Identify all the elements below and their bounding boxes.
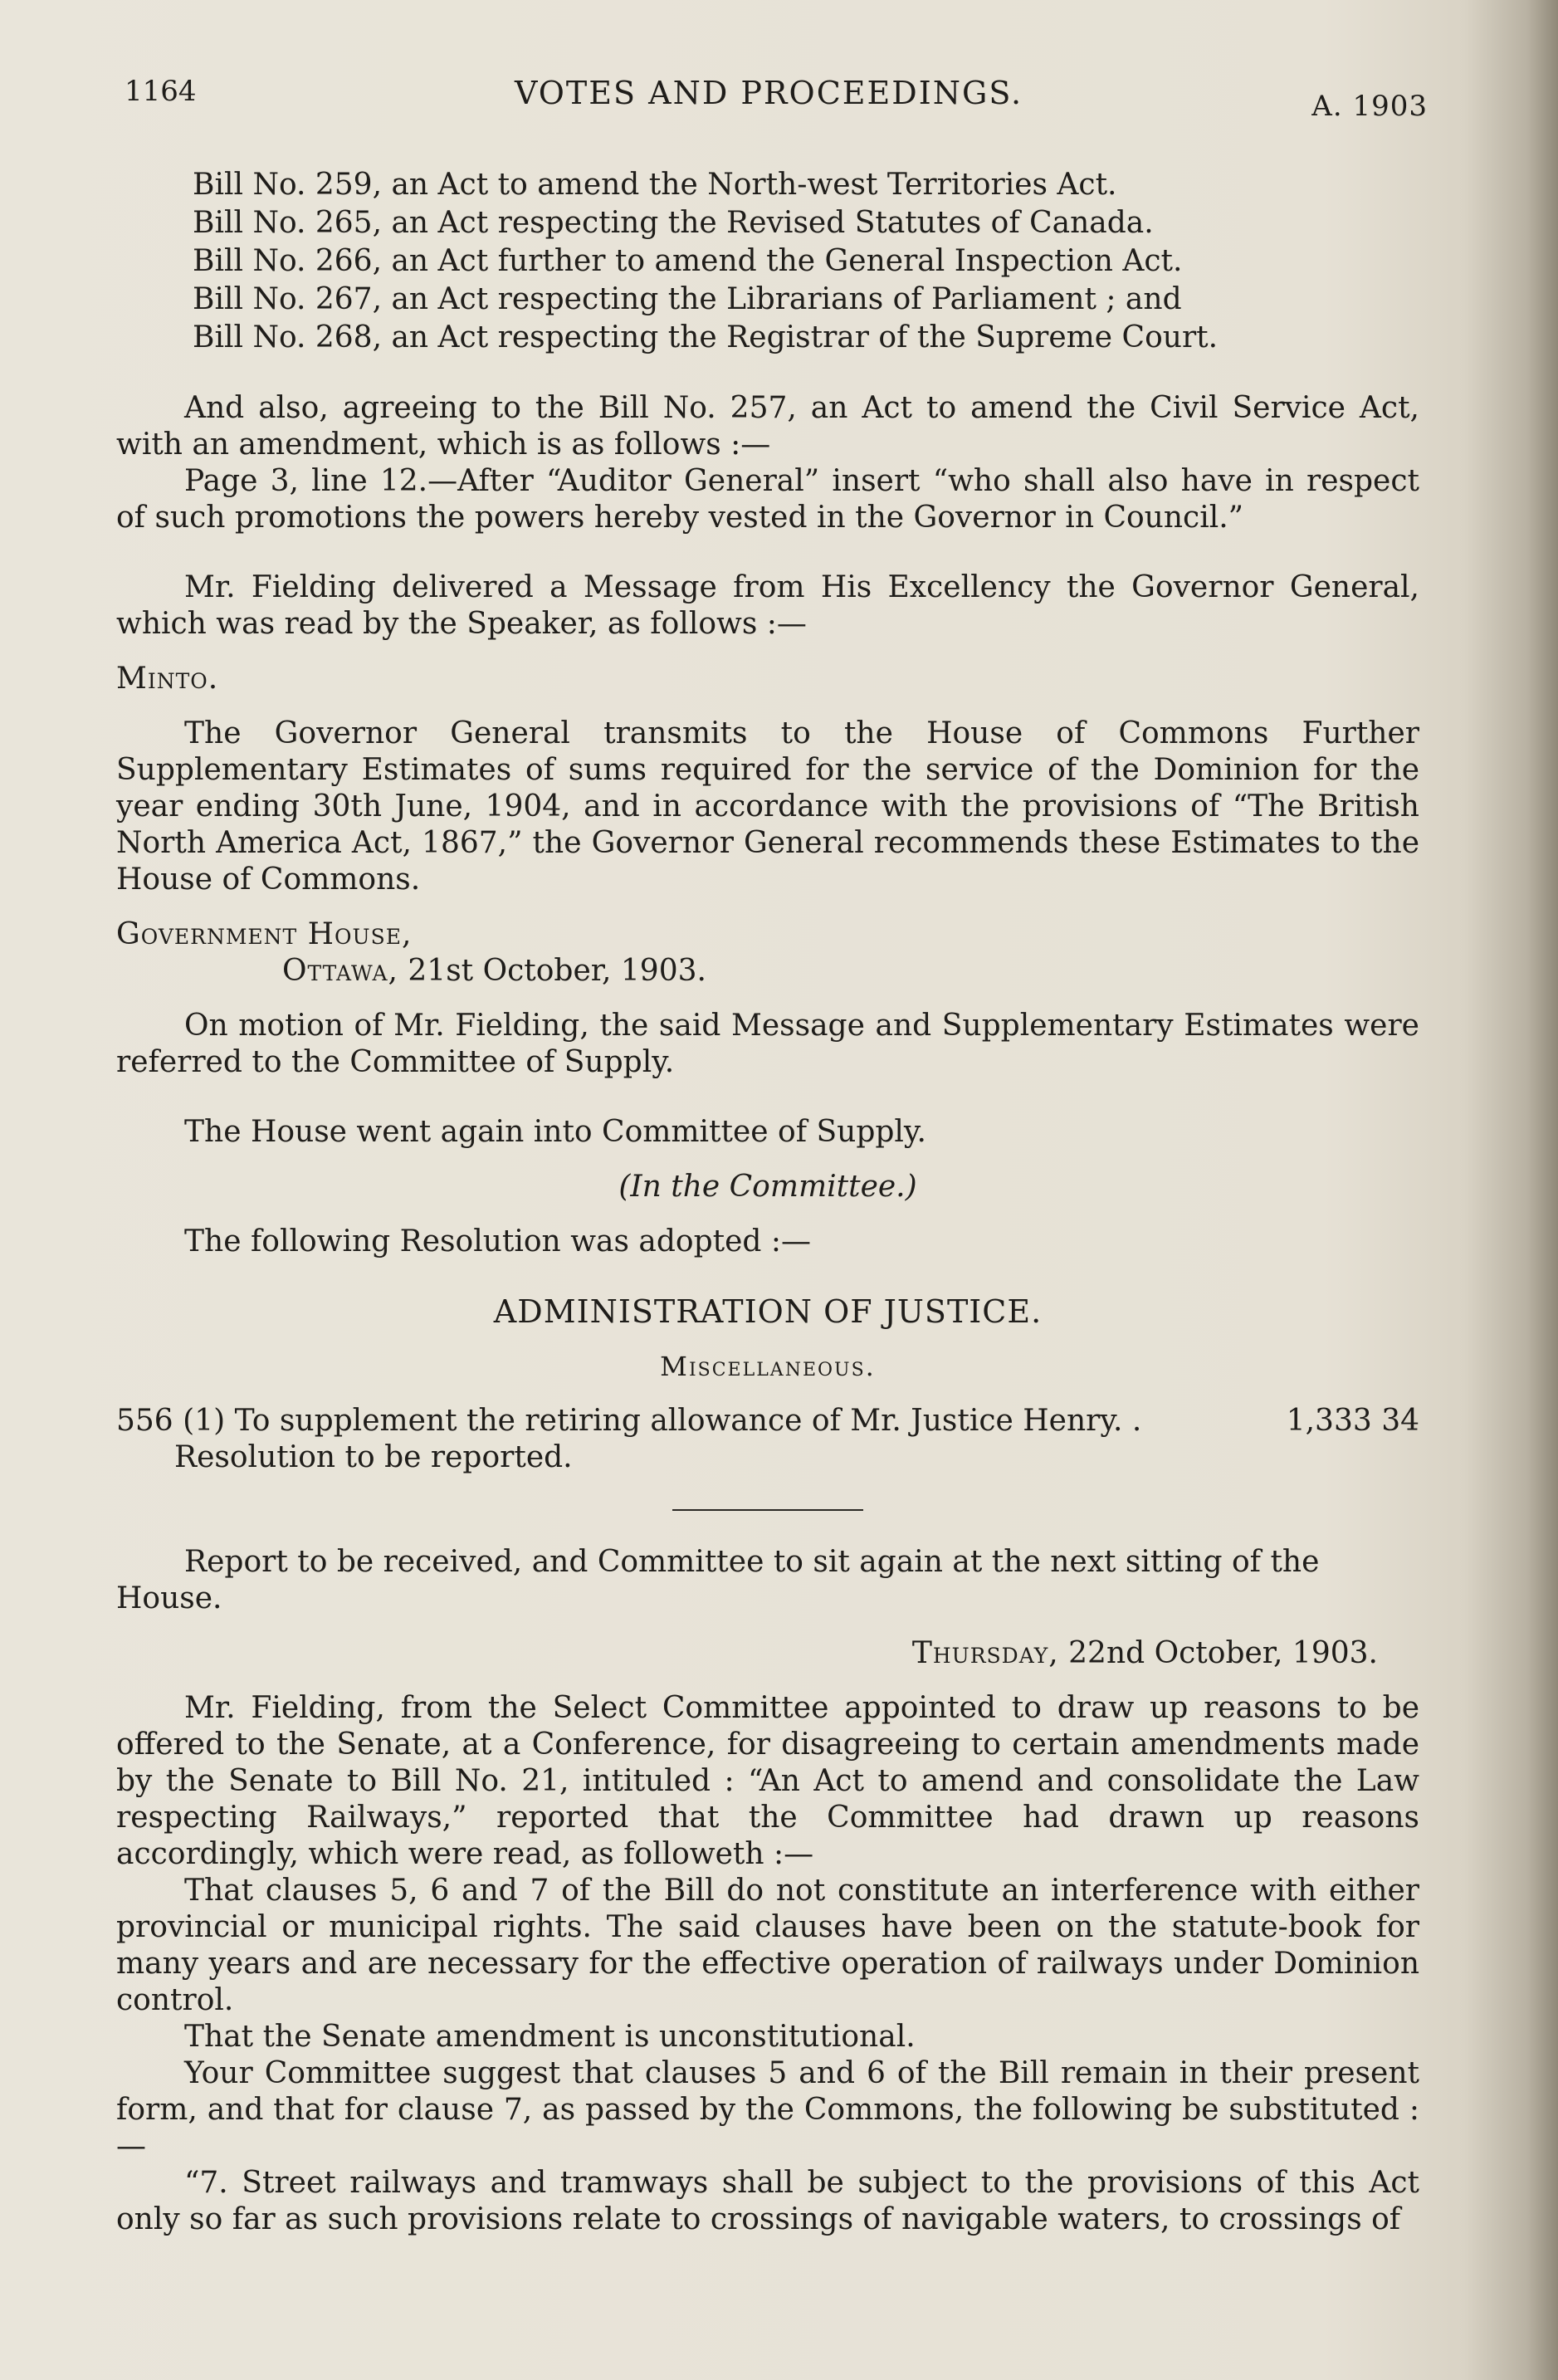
date-day: Thursday,	[911, 1636, 1059, 1670]
amendment-text: Page 3, line 12.—After “Auditor General” insert “who shall also have in respect of such promotions the powers hereby vested in the Governor in Council.”	[116, 464, 1419, 535]
message-intro: Mr. Fielding delivered a Message from His Excellency the Governor General, which was read by the Speaker, as follows :—	[116, 570, 1419, 641]
item-description: 556 (1) To supplement the retiring allowance of Mr. Justice Henry. .	[116, 1404, 1142, 1438]
signature: Minto.	[116, 662, 219, 696]
in-committee: (In the Committee.)	[618, 1170, 917, 1204]
estimate-item	[116, 1403, 1419, 1439]
bill-item: Bill No. 266, an Act further to amend the General Inspection Act.	[193, 244, 1183, 278]
bill-list	[116, 166, 1419, 357]
running-title: VOTES AND PROCEEDINGS.	[515, 75, 1023, 111]
page-header	[125, 75, 1428, 125]
report-line: Report to be received, and Committee to sit again at the next sitting of the House.	[116, 1545, 1320, 1615]
page-number: 1164	[125, 75, 197, 108]
clause-seven-paragraph: “7. Street railways and tramways shall be subject to the provisions of this Act only so far as such provisions relate to crossings of navigable waters, to crossings of	[116, 2166, 1419, 2236]
bill-item: Bill No. 267, an Act respecting the Librarians of Parliament ; and	[193, 282, 1182, 316]
bill-item: Bill No. 268, an Act respecting the Registrar of the Supreme Court.	[193, 320, 1219, 354]
suggest-paragraph: Your Committee suggest that clauses 5 and 6 of the Bill remain in their present form, and that for clause 7, as passed by the Commons, the following be substituted :—	[116, 2056, 1419, 2163]
date-rest: 22nd October, 1903.	[1058, 1636, 1378, 1670]
amendment-intro: And also, agreeing to the Bill No. 257, an Act to amend the Civil Service Act, with an amendment, which is as follows :—	[116, 391, 1419, 462]
unconstitutional-paragraph: That the Senate amendment is unconstitutional.	[184, 2020, 916, 2054]
motion-paragraph: On motion of Mr. Fielding, the said Message and Supplementary Estimates were referred to the Committee of Supply.	[116, 1009, 1419, 1079]
resolution-reported: Resolution to be reported.	[174, 1440, 573, 1474]
ottawa-date: 21st October, 1903.	[398, 954, 706, 988]
resolution-line: The following Resolution was adopted :—	[184, 1224, 811, 1258]
committee-line: The House went again into Committee of Supply.	[184, 1115, 926, 1149]
government-house: Government House,	[116, 917, 413, 951]
section-heading: ADMINISTRATION OF JUSTICE.	[493, 1293, 1043, 1330]
bill-item: Bill No. 259, an Act to amend the North-west Territories Act.	[193, 168, 1117, 202]
clauses-paragraph: That clauses 5, 6 and 7 of the Bill do not constitute an interference with either provincial or municipal rights. The said clauses have been on the statute-book for many years and are necessary for the effective operation of railways under Dominion control.	[116, 1874, 1419, 2017]
message-body: The Governor General transmits to the House of Commons Further Supplementary Estimates of sums required for the service of the Dominion for the year ending 30th June, 1904, and in accordance with the provisions of “The British North America Act, 1867,” the Governor General recommends these Estimates to the House of Commons.	[116, 716, 1419, 897]
section-subheading: Miscellaneous.	[660, 1351, 876, 1382]
fielding-paragraph: Mr. Fielding, from the Select Committee appointed to draw up reasons to be offered to the Senate, at a Conference, for disagreeing to certain amendments made by the Senate to Bill No. 21, intituled : “An Act to amend and consolidate the Law respecting Railways,” reported that the Committee had drawn up reasons accordingly, which were read, as followeth :—	[116, 1691, 1419, 1871]
bill-item: Bill No. 265, an Act respecting the Revised Statutes of Canada.	[193, 206, 1154, 240]
ottawa-place: Ottawa,	[282, 954, 398, 988]
sitting-dateline	[116, 1635, 1419, 1672]
message-dateline	[116, 953, 1419, 990]
item-amount: 1,333 34	[1286, 1404, 1419, 1438]
page-body	[116, 166, 1419, 2238]
session-year: A. 1903	[1311, 90, 1428, 123]
